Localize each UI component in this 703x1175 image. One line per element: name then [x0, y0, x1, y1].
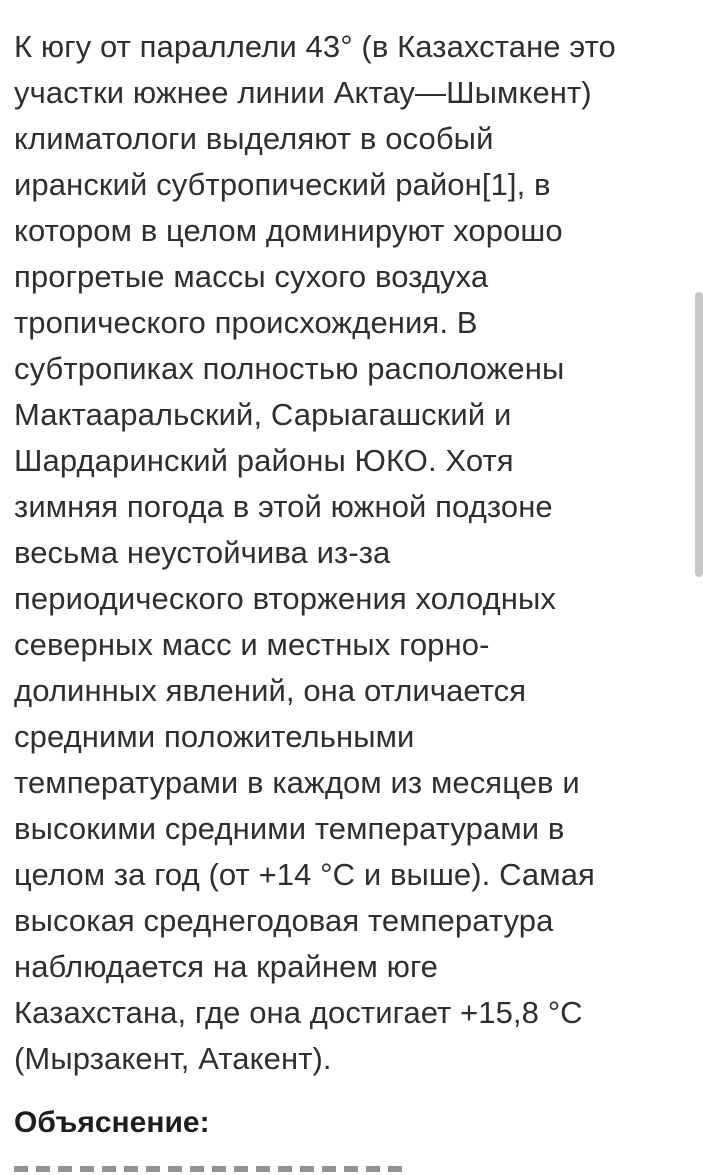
answer-text-line: Казахстана, где она достигает +15,8 °С [14, 995, 583, 1030]
answer-text [14, 24, 686, 1082]
answer-text-line: (Мырзакент, Атакент). [14, 1041, 332, 1076]
answer-text-line: периодического вторжения холодных [14, 581, 557, 616]
answer-text-line: зимняя погода в этой южной подзоне [14, 489, 553, 524]
answer-text-line: высокая среднегодовая температура [14, 903, 554, 938]
answer-text-line: долинных явлений, она отличается [14, 673, 527, 708]
answer-text-line: Мактааральский, Сарыагашский и [14, 397, 512, 432]
scrollbar-thumb[interactable] [695, 292, 703, 577]
answer-text-line: средними положительными [14, 719, 415, 754]
answer-text-line: К югу от параллели 43° (в Казахстане это [14, 29, 616, 64]
answer-text-line: субтропиках полностью расположены [14, 351, 565, 386]
answer-text-line: прогретые массы сухого воздуха [14, 259, 489, 294]
answer-text-line: климатологи выделяют в особый [14, 121, 494, 156]
answer-text-line: Шардаринский районы ЮКО. Хотя [14, 443, 514, 478]
answer-text-line: участки южнее линии Актау—Шымкент) [14, 75, 592, 110]
answer-text-line: котором в целом доминируют хорошо [14, 213, 563, 248]
answer-text-line: весьма неустойчива из-за [14, 535, 391, 570]
answer-text-line: иранский субтропический район[1], в [14, 167, 551, 202]
truncated-text-glyphs [14, 1166, 406, 1172]
scrollbar-track[interactable] [693, 0, 703, 1175]
answer-text-line: тропического происхождения. В [14, 305, 478, 340]
answer-text-line: температурами в каждом из месяцев и [14, 765, 580, 800]
answer-text-line: целом за год (от +14 °С и выше). Самая [14, 857, 595, 892]
explanation-heading: Объяснение: [14, 1106, 210, 1139]
answer-text-line: наблюдается на крайнем юге [14, 949, 439, 984]
truncated-text-line [14, 1164, 414, 1175]
answer-text-line: высокими средними температурами в [14, 811, 565, 846]
answer-text-line: северных масс и местных горно- [14, 627, 490, 662]
